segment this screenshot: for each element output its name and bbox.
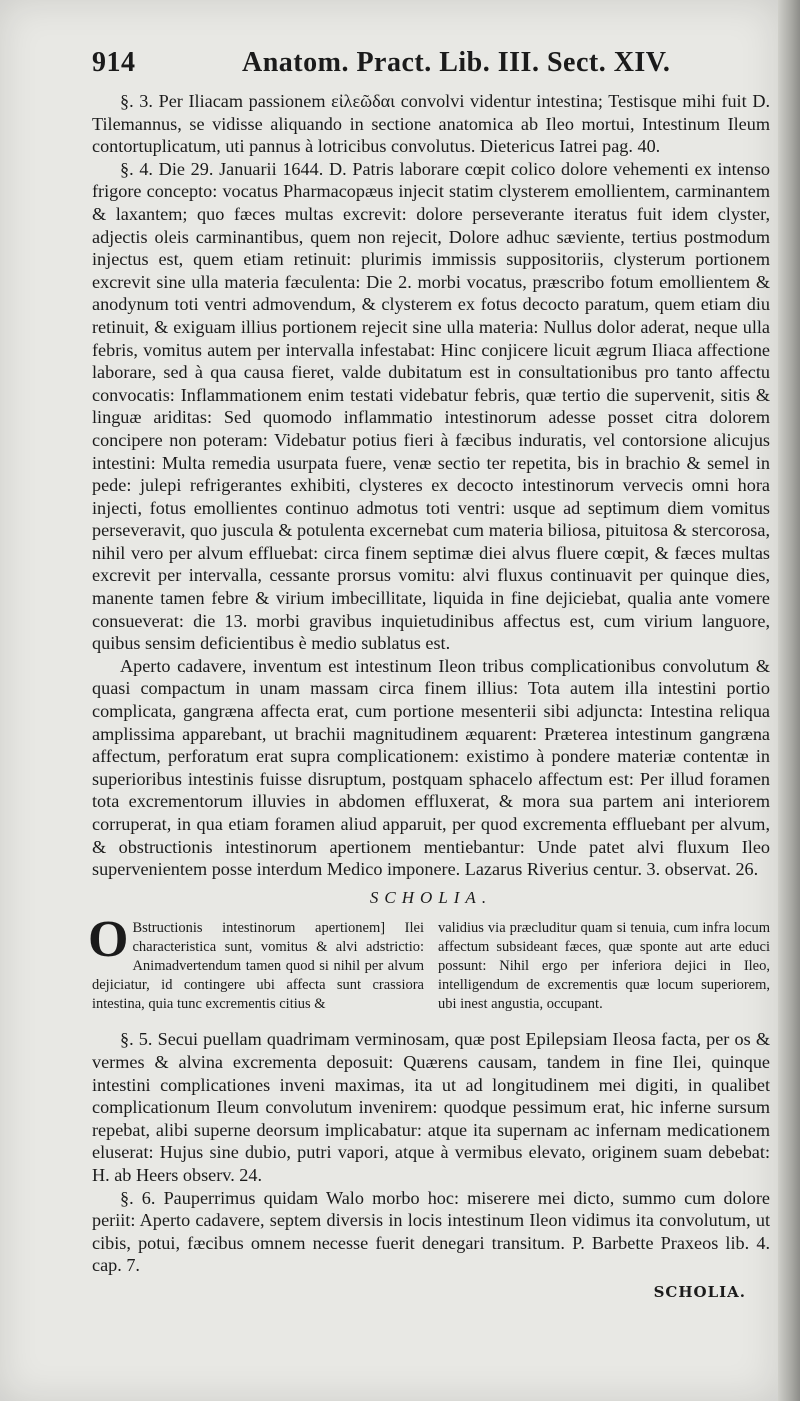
catchword: SCHOLIA. (653, 1283, 746, 1301)
scholia-heading: SCHOLIA. (369, 887, 493, 907)
text-block (88, 47, 770, 1277)
running-head (92, 47, 770, 90)
scholia-left-text: Bstructionis intestinorum apertionem] Ilei characteristica sunt, vomitus & alvi adstrictio: Animadvertendum tamen quod si nihil per alvum dejiciatur, id contingere ubi affecta sunt crassiora intestina, quia tunc excrementis citius & (92, 920, 424, 1013)
scholia-block (88, 911, 770, 1014)
scholia-left-column (88, 911, 424, 1014)
running-title: Anatom. Pract. Lib. III. Sect. XIV. (242, 47, 671, 78)
paragraph-section-6: §. 6. Pauperrimus quidam Walo morbo hoc: miserere mei dicto, summo cum dolore periit: Aperto cadavere, septem diversis in locis intestinum Ileon vidimus ita convolutum, ut cibis, potui, fæcibus omnem necesse fuerit denegari transitum. P. Barbette Praxeos lib. 4. cap. 7. (92, 1187, 770, 1276)
paragraph-section-3: §. 3. Per Iliacam passionem εἰλεῶδαι convolvi videntur intestina; Testisque mihi fuit D. Tilemannus, se vidisse aliquando in sectione anatomica ab Ileo mortui, Intestinum Ileum contortuplicatum, uti pannus à lotricibus convolutus. Dietericus Iatrei pag. 40. (92, 91, 770, 157)
paragraph-section-4-autopsy: Aperto cadavere, inventum est intestinum Ileon tribus complicationibus convolutum & quasi compactum in unam massam circa finem illius: Tota autem illa intestini portio complicata, gangræna affecta erat, cum portione mesenterii sibi adjuncta: Intestina reliqua amplissima apparebant, ut brachii magnitudinem æquarent: Præterea intestinum gangræna affectum, perforatum erat supra complicationem: existimo à pondere materiæ contentæ in superioribus intestinis fuisse disruptum, postquam sphacelo affectum est: Per illud foramen tota excrementorum illuvies in abdomen effluxerat, & mora sua partem ani interiorem corruperat, in qua etiam foramen aliud apparuit, per quod excrementa effluebant per alvum, & obstructionis intestinorum apertionem mentiebantur: Unde patet alvi fluxum Ileo supervenientem posse interdum Medico imponere. Lazarus Riverius centur. 3. observat. 26. (92, 655, 770, 880)
drop-cap: O (88, 911, 129, 969)
scholia-right-column: validius via præcluditur quam si tenuia, cum infra locum affectum subsideant fæces, quæ sponte aut arte educi possunt: Nihil ergo per inferiora dejici in Ileo, intelligendum de excrementis quæ locum superiorem, ubi inest angustia, occupant. (438, 920, 770, 1013)
paragraph-section-5: §. 5. Secui puellam quadrimam verminosam, quæ post Epilepsiam Ileosa facta, per os & vermes & alvina excrementa deposuit: Quærens causam, tandem in fine Ilei, quinque intestini complicationes inveni maximas, ita ut ad longitudinem mei digiti, in qualibet complicationum Ileum convolutum invenirem: quodque pessimum erat, hic inferne sursum repebat, alibi superne deorsum implicabatur: atque ita supernam ac infernam medicationem eluserat: Hujus sine dubio, putri vapori, atque à vermibus elevato, originem suam debebat: H. ab Heers observ. 24. (92, 1029, 770, 1185)
paragraph-section-4: §. 4. Die 29. Januarii 1644. D. Patris laborare cœpit colico dolore vehementi ex intenso frigore concepto: vocatus Pharmacopæus injecit statim clysterem emollientem, carminantem & laxantem; quo fæces multas excrevit: dolore perseverante iteratus fuit idem clyster, adjectis oleis carminantibus, quem non rejecit, Dolore adhuc sæviente, tertius postmodum injectus est, quem etiam retinuit: plurimis immissis suppositoriis, clysterum portionem excrevit sine ulla materia fæculenta: Die 2. morbi vocatus, præscribo fotum emollientem & anodynum toti ventri admovendum, & clysterem ex fotus decocto paratum, quem etiam diu retinuit, & exiguam illius portionem rejecit sine ulla materia: Nullus dolor aderat, neque ulla febris, vomitus autem per intervalla infestabat: Hinc conjicere licuit ægrum Iliaca affectione laborare, sed à qua causa fieret, valde dubitatum est in consultationibus pro tanto affectu convocatis: Inflammationem enim testati videbatur febris, quæ tertio die supervenit, sitis & linguæ ariditas: Sed quomodo inflammatio intestinorum adesse posset citra dolorem concipere non poteram: Videbatur potius fieri à fæcibus induratis, vel contorsione alicujus intestini: Multa remedia usurpata fuere, venæ sectio ter repetita, bis in brachio & semel in pede: julepi refrigerantes exhibiti, clysteres ex decocto intestinorum vervecis omni hora injecti, fotus emollientes continuo admotus toti ventri: usque ad septimum diem vomitus perseveravit, quo juscula & potulenta excernebat cum materia biliosa, pituitosa & stercorosa, nihil vero per alvum effluebat: circa finem septimæ diei alvus fluere cœpit, & fæces multas excrevit per intervalla, cessante prorsus vomitu: alvi fluxus continuavit per quinque dies, manente tamen febre & virium imbecillitate, liquida in fine dejiciebat, qualia ante vomere consueverat: die 13. morbi gravibus inquietudinibus affectus est, cum virium languore, quibus sensim deficientibus è medio sublatus est. (92, 158, 770, 654)
page-edge (778, 0, 800, 1401)
page-number: 914 (92, 47, 136, 78)
